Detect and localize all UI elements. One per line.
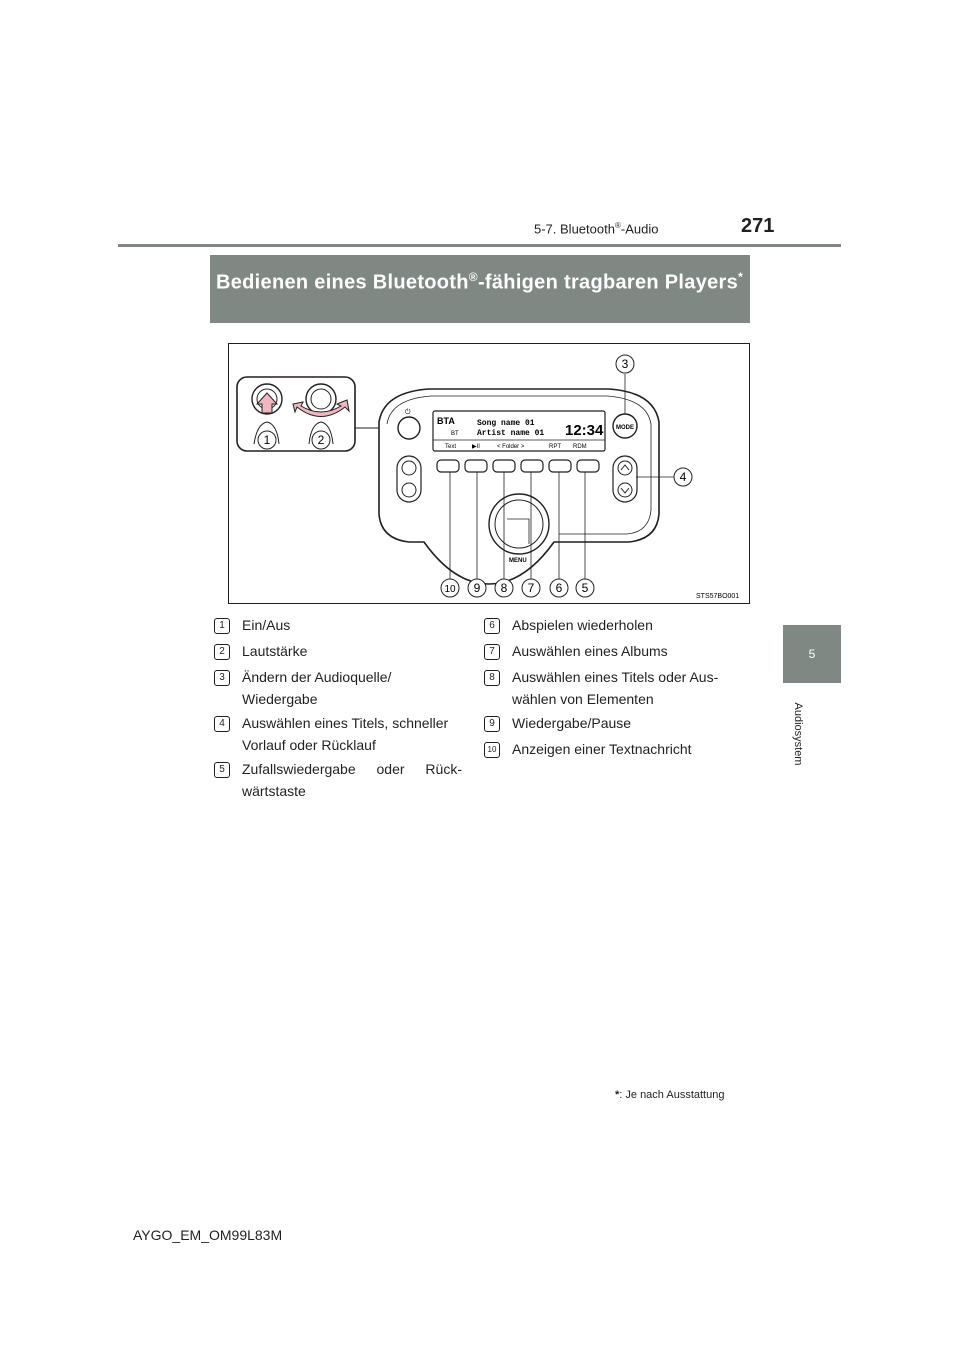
legend-text: Ein/Aus <box>242 617 291 633</box>
callout-7 <box>522 579 540 597</box>
legend-item <box>219 758 462 802</box>
softkey-play: ▶II <box>472 444 480 450</box>
legend-text: Auswählen eines Titels, schneller Vorlauf oder Rücklauf <box>242 715 449 753</box>
phone-pickup-button[interactable] <box>402 461 416 475</box>
legend-item <box>219 712 472 756</box>
svg-text:9: 9 <box>473 581 481 595</box>
preset-button-5[interactable] <box>549 460 571 472</box>
legend-text: Auswählen eines Titels oder Aus- wählen von Elementen <box>512 669 719 707</box>
callout-2 <box>312 431 330 449</box>
callout-4 <box>674 468 692 486</box>
section-suffix: -Audio <box>620 221 659 237</box>
legend-text: Zufallswiedergabe oder Rück- wärtstaste <box>242 761 462 799</box>
preset-button-3[interactable] <box>493 460 515 472</box>
title-part1: Bedienen eines Bluetooth <box>216 271 469 294</box>
legend-item <box>487 738 742 760</box>
softkey-text: Text <box>445 444 457 450</box>
legend-number: 4 <box>214 716 230 732</box>
audio-unit-figure <box>228 343 750 604</box>
section-reg: ® <box>614 221 621 230</box>
legend-text: Ändern der Audioquelle/ Wiedergabe <box>242 669 392 707</box>
display-time: 12:34 <box>565 422 604 439</box>
callout-10 <box>441 579 459 597</box>
display-sub: BT <box>451 431 459 437</box>
display-song: Song name 01 <box>477 419 535 428</box>
callout-1 <box>258 431 276 449</box>
seek-down-button[interactable] <box>618 483 632 497</box>
legend-number: 10 <box>484 742 500 758</box>
display-source: BTA <box>437 416 455 426</box>
svg-text:4: 4 <box>679 470 687 484</box>
legend-number: 6 <box>484 618 500 634</box>
legend-text: Lautstärke <box>242 643 308 659</box>
callout-3 <box>616 355 634 373</box>
figure-code: STS57BO001 <box>696 593 740 600</box>
callout-9 <box>468 579 486 597</box>
footnote-text: : Je nach Ausstattung <box>619 1089 725 1101</box>
chapter-side-label-text: Audiosystem <box>792 702 804 766</box>
legend-number: 1 <box>214 618 230 634</box>
title-star: * <box>738 270 744 284</box>
softkey-rdm: RDM <box>573 444 587 450</box>
callout-5 <box>576 579 594 597</box>
mode-label: MODE <box>616 425 634 431</box>
legend-number: 3 <box>214 670 230 686</box>
callout-6 <box>550 579 568 597</box>
preset-button-4[interactable] <box>521 460 543 472</box>
section-prefix: 5-7. Bluetooth <box>534 221 615 237</box>
legend-item <box>489 666 742 710</box>
menu-label: MENU <box>509 558 527 564</box>
footnote-star: * <box>615 1089 620 1101</box>
display-artist: Artist name 01 <box>477 429 545 438</box>
legend-text: Anzeigen einer Textnachricht <box>512 741 692 757</box>
section-title <box>216 263 746 297</box>
audio-unit-illustration <box>229 344 749 603</box>
softkey-folder: < Folder > <box>497 444 525 450</box>
legend-number: 2 <box>214 644 230 660</box>
svg-text:10: 10 <box>444 584 456 595</box>
legend-number: 9 <box>484 716 500 732</box>
legend-text: Abspielen wiederholen <box>512 617 653 633</box>
legend-number: 5 <box>214 762 230 778</box>
legend-number: 7 <box>484 644 500 660</box>
header-rule <box>118 244 841 247</box>
legend-text: Auswählen eines Albums <box>512 643 668 659</box>
legend-number: 8 <box>484 670 500 686</box>
svg-text:1: 1 <box>263 433 271 447</box>
legend-item <box>219 614 472 636</box>
section-title-bar <box>210 255 750 323</box>
legend-item <box>489 614 742 636</box>
phone-hangup-button[interactable] <box>402 483 416 497</box>
svg-text:7: 7 <box>527 581 535 595</box>
power-knob[interactable] <box>398 417 420 439</box>
preset-button-1[interactable] <box>437 460 459 472</box>
seek-up-button[interactable] <box>618 461 632 475</box>
svg-text:2: 2 <box>317 433 325 447</box>
softkey-rpt: RPT <box>549 444 561 450</box>
svg-text:5: 5 <box>581 581 589 595</box>
section-label <box>534 221 658 236</box>
legend-text: Wiedergabe/Pause <box>512 715 632 731</box>
footer-doc-code: AYGO_EM_OM99L83M <box>133 1227 283 1243</box>
svg-text:8: 8 <box>500 581 508 595</box>
legend-item <box>219 666 442 710</box>
page-number: 271 <box>741 215 775 237</box>
legend-item <box>489 712 742 734</box>
svg-text:3: 3 <box>621 357 629 371</box>
chapter-tab: 5 <box>783 625 841 683</box>
footnote <box>615 1089 724 1101</box>
title-part2: -fähigen tragbaren Players <box>477 271 739 294</box>
preset-button-2[interactable] <box>465 460 487 472</box>
legend-item <box>219 640 472 662</box>
svg-text:6: 6 <box>555 581 563 595</box>
legend-item <box>489 640 742 662</box>
chapter-side-label <box>778 690 812 790</box>
preset-button-6[interactable] <box>577 460 599 472</box>
svg-text:⏻: ⏻ <box>405 409 411 416</box>
title-reg: ® <box>468 270 478 284</box>
callout-8 <box>495 579 513 597</box>
